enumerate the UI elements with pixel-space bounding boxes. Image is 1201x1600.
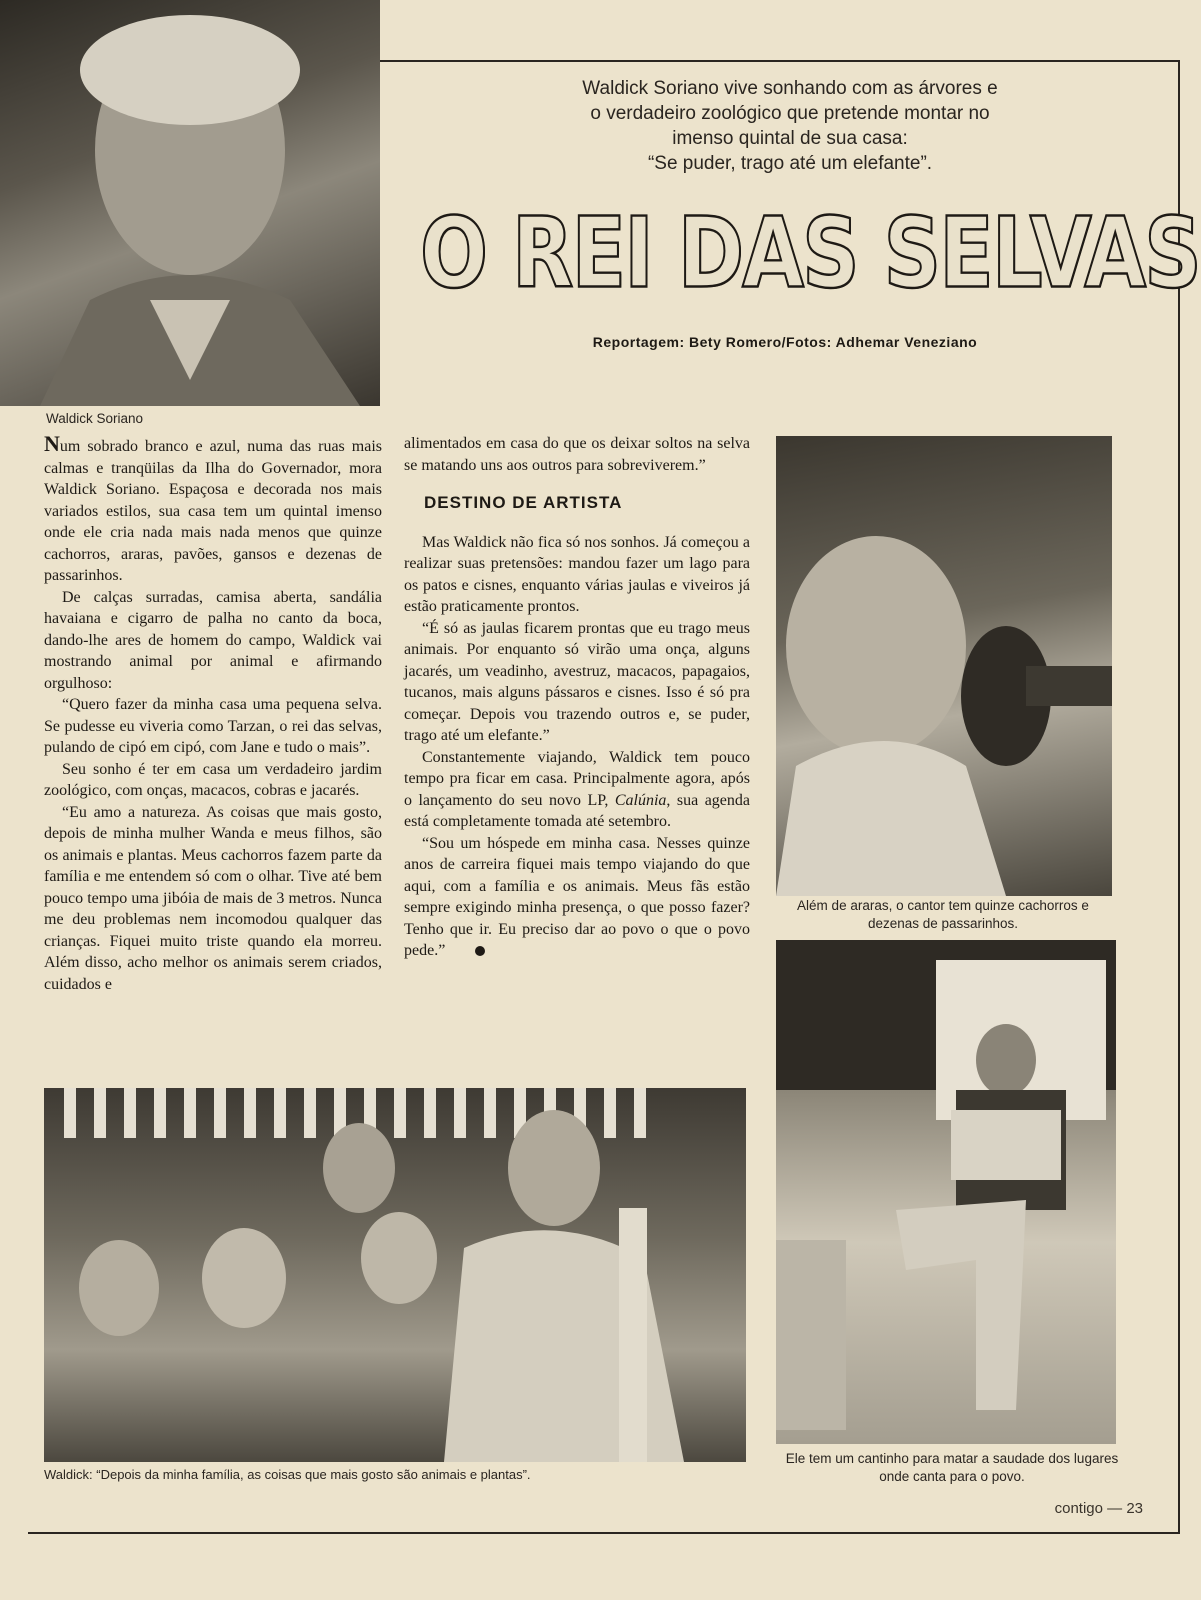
paragraph-text: Constantemente viajando, Waldick tem pouco tempo pra ficar em casa. Principalmente agora, após o lançamento do seu novo LP,	[404, 748, 750, 809]
drop-cap: N	[44, 431, 60, 456]
deck	[440, 76, 1140, 176]
article-column-1	[44, 433, 382, 995]
paragraph	[404, 833, 750, 962]
family-photo	[44, 1088, 746, 1462]
portrait-caption: Waldick Soriano	[46, 411, 144, 426]
paragraph: “Eu amo a natureza. As coisas que mais gosto, depois de minha mulher Wanda e meus filhos, são os animais e plantas. Meus cachorros fazem parte da família e me entendem só com o olhar. Tive até bem pouco tempo uma jibóia de mais de 3 metros. Nunca me deu problemas nem incomodou qualquer das crianças. Fiquei muito triste quando ela morreu. Além disso, acho melhor os animais serem criados, cuidados e	[44, 803, 382, 993]
parrot-caption: Além de araras, o cantor tem quinze cachorros e dezenas de passarinhos.	[797, 898, 1089, 931]
deck-line: “Se puder, trago até um elefante”.	[647, 153, 933, 174]
paragraph: Mas Waldick não fica só nos sonhos. Já começou a realizar suas pretensões: mandou fazer um lago para os patos e cisnes, enquanto várias jaulas e viveiros já estão praticamente prontos.	[404, 533, 750, 615]
album-title: Calúnia	[614, 791, 667, 809]
family-caption: Waldick: “Depois da minha família, as coisas que mais gosto são animais e plantas”.	[44, 1467, 531, 1482]
paragraph: “Quero fazer da minha casa uma pequena selva. Se pudesse eu viveria como Tarzan, o rei das selvas, pulando de cipó em cipó, com Jane e tudo o mais”.	[44, 696, 382, 756]
parrot-kiss-photo-icon	[776, 436, 1112, 896]
section-subhead: DESTINO DE ARTISTA	[424, 493, 623, 512]
parrot-photo	[776, 436, 1112, 896]
deck-line: imenso quintal de sua casa:	[672, 128, 908, 149]
paragraph-text: , sua agenda está completamente tomada até setembro.	[404, 791, 750, 830]
paragraph	[44, 433, 382, 587]
accordion-caption: Ele tem um cantinho para matar a saudade dos lugares onde canta para o povo.	[785, 1451, 1119, 1484]
paragraph-text: um sobrado branco e azul, numa das ruas mais calmas e tranqüilas da Ilha do Governador, mora Waldick Soriano. Espaçosa e decorada nos mais variados estilos, sua casa tem um quintal imenso onde ele cria nada mais nada menos que quinze cachorros, araras, pavões, gansos e dezenas de passarinhos.	[44, 438, 382, 584]
deck-line: Waldick Soriano vive sonhando com as árvores e	[582, 78, 998, 99]
page-folio: contigo — 23	[1054, 1500, 1143, 1517]
headline: O REI DAS SELVAS	[420, 196, 1200, 310]
accordion-photo	[776, 940, 1116, 1444]
paragraph-text: “Sou um hóspede em minha casa. Nesses quinze anos de carreira fiquei mais tempo viajando do que aqui, com a família e os animais. Meus fãs estão sempre exigindo minha presença, o que posso fazer? Tenho que ir. Eu preciso dar ao povo o que o povo pede.”	[404, 834, 750, 959]
family-photo-icon	[44, 1088, 746, 1462]
portrait-photo	[0, 0, 380, 406]
paragraph: Seu sonho é ter em casa um verdadeiro jardim zoológico, com onças, macacos, cobras e jacarés.	[44, 760, 382, 799]
end-mark-icon	[475, 946, 485, 956]
portrait-photo-icon	[0, 0, 380, 406]
paragraph: alimentados em casa do que os deixar soltos na selva se matando uns aos outros para sobreviverem.”	[404, 435, 750, 474]
accordion-photo-icon	[776, 940, 1116, 1444]
paragraph: “É só as jaulas ficarem prontas que eu trago meus animais. Por enquanto só virão uma onça, alguns jacarés, um veadinho, avestruz, macacos, papagaios, tucanos, mais alguns pássaros e cisnes. Isso é só pra começar. Depois vou trazendo outros e, se puder, trago até um elefante.”	[404, 619, 750, 744]
byline: Reportagem: Bety Romero/Fotos: Adhemar Veneziano	[592, 334, 978, 350]
paragraph	[404, 747, 750, 833]
article-column-2	[404, 433, 750, 962]
deck-line: o verdadeiro zoológico que pretende montar no	[590, 103, 990, 124]
paragraph: De calças surradas, camisa aberta, sandália havaiana e cigarro de palha no canto da boca, dando-lhe ares de homem do campo, Waldick vai mostrando animal por animal e afirmando orgulhoso:	[44, 588, 382, 692]
